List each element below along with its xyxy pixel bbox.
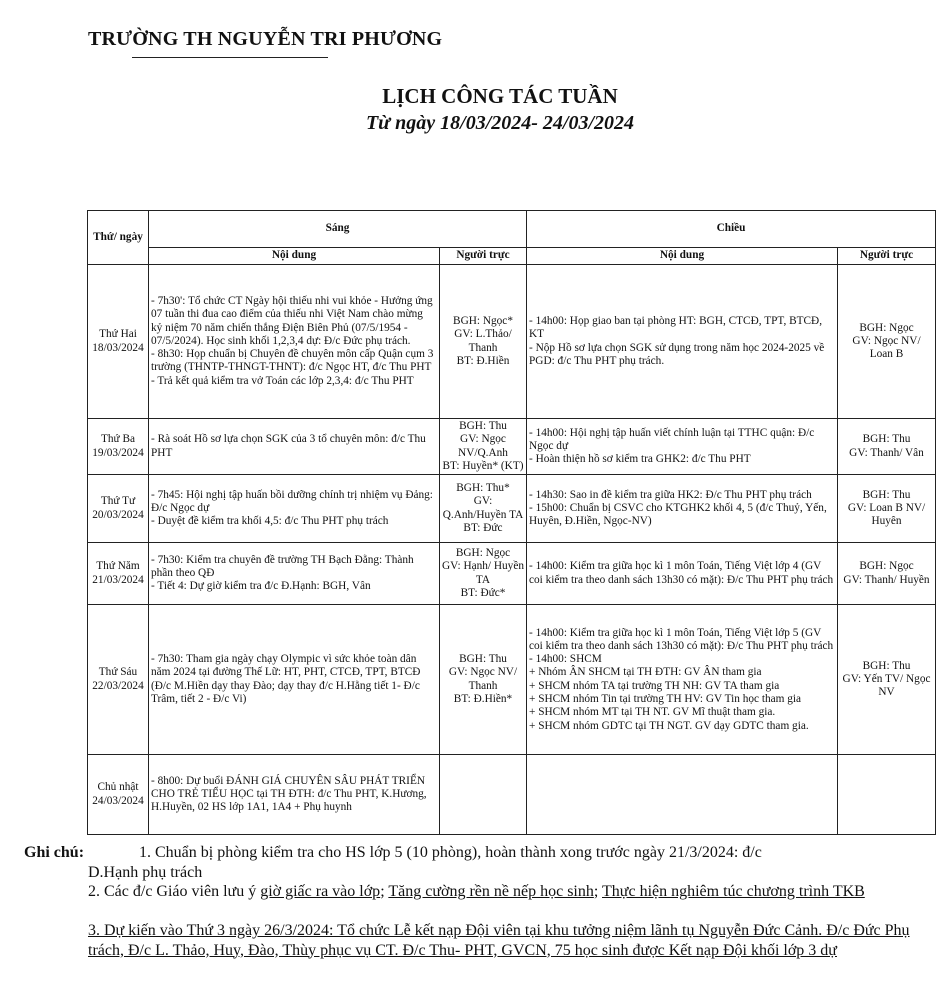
morning-content-line: - 7h30: Kiểm tra chuyên đề trường TH Bạch Đằng: Thành phần theo QĐ — [151, 553, 414, 580]
afternoon-content-line: + SHCM nhóm MT tại TH NT. GV Mĩ thuật tham gia. — [529, 706, 776, 719]
note-2-item-2: Tăng cường rền nề nếp học sinh — [388, 883, 594, 900]
afternoon-content-cell — [527, 755, 838, 835]
day-name: Thứ Tư — [100, 495, 136, 508]
day-cell — [88, 475, 149, 543]
afternoon-duty-line: GV: Thanh/ Vân — [849, 446, 924, 459]
afternoon-content-line: - Hoàn thiện hồ sơ kiểm tra GHK2: đ/c Thu PHT — [529, 453, 751, 466]
afternoon-duty-line: GV: Thanh/ Huyền — [843, 573, 930, 586]
morning-duty-cell — [440, 475, 527, 543]
day-name: Thứ Ba — [100, 433, 136, 446]
morning-duty-line: BT: Huyền* (KT) — [442, 459, 524, 472]
day-date: 19/03/2024 — [92, 446, 144, 459]
morning-content-cell — [149, 543, 440, 605]
table-row — [88, 475, 936, 543]
day-date: 24/03/2024 — [92, 794, 144, 807]
header-morning-duty: Người trực — [440, 248, 527, 265]
afternoon-duty-cell — [838, 419, 936, 475]
morning-content-line: - Trả kết quả kiểm tra vở Toán các lớp 2,3,4: đ/c Thu PHT — [151, 374, 414, 387]
afternoon-content-line: - 14h30: Sao in đề kiểm tra giữa HK2: Đ/c Thu PHT phụ trách — [529, 488, 812, 501]
day-date: 21/03/2024 — [92, 573, 144, 586]
note-2-sep-1: ; — [380, 883, 389, 900]
day-cell — [88, 605, 149, 755]
afternoon-duty-line: GV: Ngọc NV/ Loan B — [852, 334, 921, 361]
afternoon-duty-line: BGH: Ngọc — [859, 560, 914, 573]
morning-duty-line: BGH: Thu* — [456, 482, 510, 495]
afternoon-content-cell — [527, 419, 838, 475]
header-morning: Sáng — [149, 211, 527, 248]
morning-content-line: - 7h45: Hội nghị tập huấn bồi dưỡng chính trị nhiệm vụ Đảng: Đ/c Ngọc dự — [151, 488, 433, 515]
header-day: Thứ/ ngày — [88, 211, 149, 265]
day-name: Thứ Hai — [99, 328, 137, 341]
note-2-item-3: Thực hiện nghiêm túc chương trình TKB — [602, 883, 865, 900]
morning-duty-line: BT: Đ.Hiền* — [453, 693, 513, 706]
morning-content-cell — [149, 475, 440, 543]
morning-duty-line: BGH: Ngọc — [455, 547, 511, 560]
day-date: 18/03/2024 — [92, 341, 144, 354]
morning-duty-cell — [440, 265, 527, 419]
afternoon-content-line: - 15h00: Chuẩn bị CSVC cho KTGHK2 khối 4, 5 (đ/c Thuỷ, Yến, Huyên, Đ.Hiền, Ngọc-NV) — [529, 502, 827, 528]
afternoon-content-line: - 14h00: SHCM — [529, 653, 602, 666]
day-cell — [88, 419, 149, 475]
morning-duty-cell — [440, 419, 527, 475]
afternoon-content-cell — [527, 605, 838, 755]
afternoon-content-line: - 14h00: Hội nghị tập huấn viết chính luận tại TTHC quận: Đ/c Ngọc dự — [529, 426, 815, 452]
day-name: Thứ Sáu — [98, 666, 138, 679]
afternoon-duty-line: GV: Yến TV/ Ngọc NV — [842, 673, 931, 699]
afternoon-duty-line: GV: Loan B NV/ Huyên — [847, 502, 926, 528]
morning-duty-line: BT: Đức* — [460, 587, 506, 600]
morning-content-line: - 7h30': Tổ chức CT Ngày hội thiếu nhi vui khỏe - Hưởng ứng 07 tuần thi đua cao điểm của thiếu nhi Việt Nam chào mừng kỷ niệm 70 năm chiến thắng Điện Biên Phủ (07/5/1954 - 07/5/2024). Học sinh khối 1,2,3,4 dự: Đ/c Đức phụ trách. — [151, 294, 433, 347]
schedule-table — [87, 210, 936, 835]
note-2-sep-2: ; — [593, 883, 603, 900]
afternoon-content-line: - 14h00: Kiểm tra giữa học kì 1 môn Toán, Tiếng Việt lớp 5 (GV coi kiểm tra theo danh sách 13h30 có mặt): Đ/c Thu PHT phụ trách — [529, 626, 834, 652]
afternoon-content-line: - 14h00: Kiểm tra giữa học kì 1 môn Toán, Tiếng Việt lớp 4 (GV coi kiểm tra theo danh sách 13h30 có mặt): Đ/c Thu PHT phụ trách — [529, 560, 834, 586]
morning-duty-line: GV: Hạnh/ Huyền TA — [442, 560, 524, 586]
day-name: Chủ nhật — [97, 781, 139, 794]
afternoon-duty-cell — [838, 475, 936, 543]
afternoon-content-cell — [527, 543, 838, 605]
table-row — [88, 755, 936, 835]
afternoon-content-line: - Nộp Hồ sơ lựa chọn SGK sử dụng trong năm học 2024-2025 về PGD: đ/c Thu PHT phụ trách. — [529, 341, 825, 367]
morning-duty-line: BGH: Ngọc* — [453, 314, 513, 327]
table-row — [88, 265, 936, 419]
morning-duty-line: GV: Ngọc NV/ Thanh — [448, 666, 518, 692]
morning-duty-cell — [440, 755, 527, 835]
note-2 — [88, 882, 943, 902]
header-morning-content: Nội dung — [149, 248, 440, 265]
school-underline — [132, 57, 328, 58]
morning-duty-cell — [440, 543, 527, 605]
morning-content-line: - Tiết 4: Dự giờ kiểm tra đ/c Đ.Hạnh: BGH, Vân — [151, 580, 371, 593]
afternoon-content-line: + SHCM nhóm TA tại trường TH NH: GV TA tham gia — [529, 679, 780, 692]
note-2-prefix: 2. Các đ/c Giáo viên lưu ý — [88, 883, 261, 900]
afternoon-content-line: - 14h00: Họp giao ban tại phòng HT: BGH, CTCĐ, TPT, BTCĐ, KT — [529, 314, 823, 341]
day-name: Thứ Năm — [96, 560, 140, 573]
morning-duty-line: GV: Ngọc NV/Q.Anh — [458, 433, 508, 459]
morning-duty-line: GV: L.Thảo/ Thanh — [454, 328, 512, 354]
morning-duty-line: BGH: Thu — [459, 653, 507, 666]
morning-content-cell — [149, 419, 440, 475]
day-date: 20/03/2024 — [92, 508, 144, 521]
table-row — [88, 543, 936, 605]
morning-content-line: - 7h30: Tham gia ngày chạy Olympic vì sức khỏe toàn dân năm 2024 tại đường Thế Lữ: HT, PHT, CTCĐ, TPT, BTCĐ (Đ/c M.Hiền dạy thay Đào; dạy thay đ/c H.Hằng tiết 1- Đ/c Trâm, tiết 2 - Đ/c Vi) — [151, 653, 421, 706]
table-row — [88, 605, 936, 755]
morning-content-line: - 8h30: Họp chuẩn bị Chuyên đề chuyên môn cấp Quận cụm 3 trường (THNTP-THNGT-THNT): đ/c Ngọc HT, đ/c Thu PHT — [151, 348, 434, 374]
morning-content-line: - 8h00: Dự buổi ĐÁNH GIÁ CHUYÊN SÂU PHÁT TRIỂN CHO TRẺ TIỂU HỌC tại TH ĐTH: đ/c Thu PHT, K.Hương, H.Huyền, 02 HS lớp 1A1, 1A4 + Phụ huynh — [151, 774, 427, 814]
afternoon-content-cell — [527, 265, 838, 419]
afternoon-duty-line: BGH: Ngọc — [859, 321, 914, 334]
header-afternoon-duty: Người trực — [838, 248, 936, 265]
afternoon-content-cell — [527, 475, 838, 543]
note-1-continued: D.Hạnh phụ trách — [88, 863, 203, 881]
morning-content-line: - Duyệt đề kiểm tra khối 4,5: đ/c Thu PHT phụ trách — [151, 515, 389, 528]
morning-content-line: - Rà soát Hồ sơ lựa chọn SGK của 3 tổ chuyên môn: đ/c Thu PHT — [151, 433, 426, 459]
school-name: TRƯỜNG TH NGUYỄN TRI PHƯƠNG — [88, 28, 443, 50]
day-cell — [88, 265, 149, 419]
date-range: Từ ngày 18/03/2024- 24/03/2024 — [365, 112, 635, 134]
afternoon-duty-line: BGH: Thu — [862, 433, 911, 446]
morning-duty-line: BT: Đ.Hiền — [456, 354, 510, 367]
morning-duty-line: BT: Đức — [463, 522, 503, 535]
morning-duty-line: BGH: Thu — [459, 420, 507, 432]
afternoon-content-line: + Nhóm ÂN SHCM tại TH ĐTH: GV ÂN tham gia — [529, 666, 762, 679]
afternoon-content-line: + SHCM nhóm Tin tại trường TH HV: GV Tin học tham gia — [529, 693, 802, 706]
afternoon-duty-cell — [838, 543, 936, 605]
note-3: 3. Dự kiến vào Thứ 3 ngày 26/3/2024: Tổ chức Lễ kết nạp Đội viên tại khu tưởng niệm lãnh tụ Nguyễn Đức Cảnh. Đ/c Đức Phụ trách, Đ/c L. Thảo, Huy, Đào, Thùy phục vụ CT. Đ/c Thu- PHT, GVCN, 75 học sinh được Kết nạp Đội khối lớp 3 dự — [88, 922, 910, 959]
afternoon-duty-cell — [838, 265, 936, 419]
morning-duty-cell — [440, 605, 527, 755]
afternoon-content-line: + SHCM nhóm GDTC tại TH NGT. GV dạy GDTC tham gia. — [529, 719, 809, 732]
header-afternoon-content: Nội dung — [527, 248, 838, 265]
page-title: LỊCH CÔNG TÁC TUẦN — [382, 84, 618, 108]
morning-content-cell — [149, 265, 440, 419]
day-cell — [88, 755, 149, 835]
afternoon-duty-cell — [838, 755, 936, 835]
morning-content-cell — [149, 755, 440, 835]
afternoon-duty-line: BGH: Thu — [862, 659, 911, 672]
notes-label: Ghi chú: — [24, 844, 85, 861]
header-afternoon: Chiều — [527, 211, 936, 248]
day-cell — [88, 543, 149, 605]
day-date: 22/03/2024 — [92, 679, 144, 692]
table-row — [88, 419, 936, 475]
morning-duty-line: GV: Q.Anh/Huyền TA — [442, 495, 524, 521]
note-1: 1. Chuẩn bị phòng kiểm tra cho HS lớp 5 (10 phòng), hoàn thành xong trước ngày 21/3/2024: đ/c — [139, 844, 762, 861]
morning-content-cell — [149, 605, 440, 755]
afternoon-duty-line: BGH: Thu — [862, 488, 911, 501]
note-2-item-1: giờ giấc ra vào lớp — [260, 883, 381, 900]
afternoon-duty-cell — [838, 605, 936, 755]
